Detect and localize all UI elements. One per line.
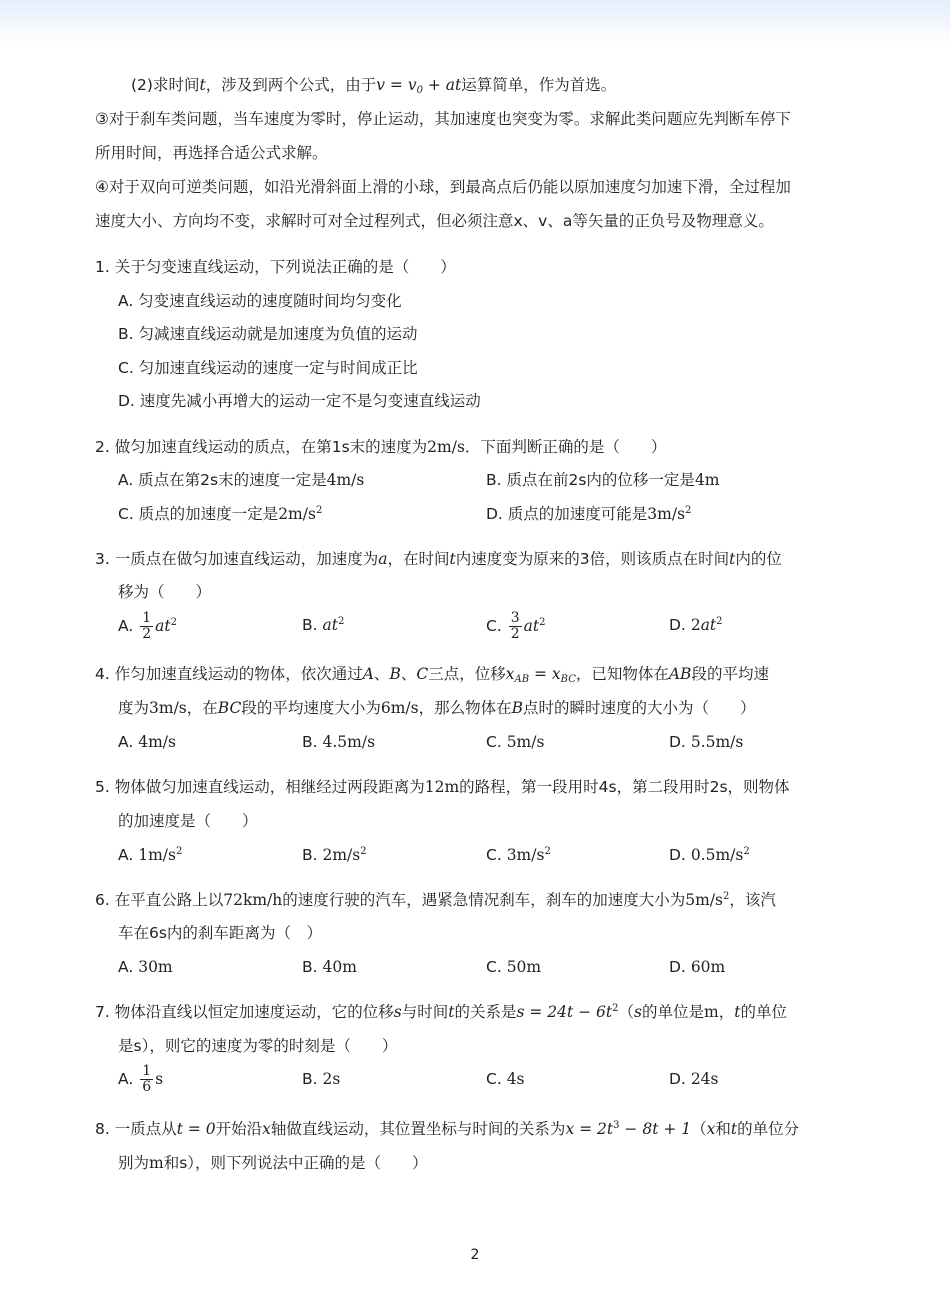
question-4-stem-line-1: 4. 作匀加速直线运动的物体，依次通过A、B、C三点，位移$x_{AB} = x_{BC}$，已知物体在AB段的平均速	[95, 665, 769, 685]
question-2-option-a: A. 质点在第2s末的速度一定是4m/s	[118, 471, 365, 489]
question-3-stem-line-2: 移为（ ）	[118, 583, 212, 601]
question-5-stem-line-2: 的加速度是（ ）	[118, 812, 258, 830]
intro-formula: $v = v_0$ + at	[376, 76, 462, 96]
question-6-option-d: D. 60m	[669, 958, 726, 976]
question-2-stem: 2. 做匀加速直线运动的质点，在第1s末的速度为2m/s．下面判断正确的是（ ）	[95, 438, 667, 456]
question-1-option-c: C. 匀加速直线运动的速度一定与时间成正比	[118, 359, 418, 377]
intro-var: t	[199, 76, 206, 94]
question-3-option-a: A. $\frac{1}{2}$ $at^2$	[118, 610, 177, 642]
question-7-option-a: A. $\frac{1}{6}$ s	[118, 1063, 164, 1095]
question-8-stem-line-2: 别为m和s），则下列说法中正确的是（ ）	[118, 1154, 428, 1172]
question-7-stem-line-1: 7. 物体沿直线以恒定加速度运动，它的位移s与时间t的关系是$s = 24t - 6t^2(s$的单位是m，t的单位	[95, 1003, 787, 1021]
question-6-stem-line-1: 6. 在平直公路上以72km/h的速度行驶的汽车，遇紧急情况刹车，刹车的加速度大小为$5m/s^2$，该汽	[95, 891, 776, 909]
question-7-option-d: D. 24s	[669, 1070, 719, 1088]
question-2-option-d: D. 质点的加速度可能是$3m/s^2$	[486, 505, 692, 523]
question-7-option-c: C. 4s	[486, 1070, 525, 1088]
question-5-option-d: D. $0.5m/s^2$	[669, 846, 750, 864]
intro-line-4: ④对于双向可逆类问题，如沿光滑斜面上滑的小球，到最高点后仍能以原加速度匀加速下滑，全过程加	[95, 178, 791, 196]
question-1-option-a: A. 匀变速直线运动的速度随时间均匀变化	[118, 292, 402, 310]
question-2-option-b: B. 质点在前2s内的位移一定是4m	[486, 471, 720, 489]
question-1-stem: 1. 关于匀变速直线运动，下列说法正确的是（ ）	[95, 258, 456, 276]
intro-text: 运算简单，作为首选。	[461, 76, 617, 94]
question-4-stem-line-2: 度为3m/s，在BC段的平均速度大小为6m/s，那么物体在B点时的瞬时速度的大小为（ ）	[118, 699, 756, 717]
intro-line-1	[131, 74, 616, 96]
intro-line-5: 速度大小、方向均不变，求解时可对全过程列式，但必须注意x、v、a等矢量的正负号及物理意义。	[95, 212, 774, 230]
question-5-option-a: A. $1m/s^2$	[118, 846, 183, 864]
question-6-option-b: B. 40m	[302, 958, 357, 976]
question-1-option-d: D. 速度先减小再增大的运动一定不是匀变速直线运动	[118, 392, 481, 410]
question-6-option-a: A. 30m	[118, 958, 173, 976]
question-7-stem-line-2: 是s），则它的速度为零的时刻是（ ）	[118, 1037, 398, 1055]
question-7-option-b: B. 2s	[302, 1070, 341, 1088]
intro-line-3: 所用时间，再选择合适公式求解。	[95, 144, 328, 162]
page-number: 2	[470, 1247, 480, 1263]
question-3-option-c: C. $\frac{3}{2}$ $at^2$	[486, 610, 546, 642]
question-6-option-c: C. 50m	[486, 958, 542, 976]
question-4-option-c: C. 5m/s	[486, 733, 545, 751]
question-1-option-b: B. 匀减速直线运动就是加速度为负值的运动	[118, 325, 418, 343]
question-4-option-a: A. 4m/s	[118, 733, 176, 751]
question-4-option-b: B. 4.5m/s	[302, 733, 376, 751]
question-3-option-d: D. $2at^2$	[669, 616, 723, 634]
intro-line-2: ③对于刹车类问题，当车速度为零时，停止运动，其加速度也突变为零。求解此类问题应先判断车停下	[95, 110, 791, 128]
question-3-stem-line-1: 3. 一质点在做匀加速直线运动，加速度为a，在时间t内速度变为原来的3倍，则该质点在时间t内的位	[95, 550, 782, 568]
question-8-stem-line-1: 8. 一质点从t = 0开始沿x轴做直线运动，其位置坐标与时间的关系为$x = 2t^3 - 8t + 1(x$和t的单位分	[95, 1120, 800, 1138]
question-5-stem-line-1: 5. 物体做匀加速直线运动，相继经过两段距离为12m的路程，第一段用时4s，第二段用时2s，则物体	[95, 778, 790, 796]
question-2-option-c: C. 质点的加速度一定是$2m/s^2$	[118, 505, 323, 523]
question-5-option-b: B. $2m/s^2$	[302, 846, 367, 864]
question-6-stem-line-2: 车在6s内的刹车距离为（ ）	[118, 924, 322, 942]
intro-text: ，涉及到两个公式，由于	[205, 76, 377, 94]
question-3-option-b: B. $at^2$	[302, 616, 345, 634]
question-5-option-c: C. $3m/s^2$	[486, 846, 551, 864]
question-4-option-d: D. 5.5m/s	[669, 733, 744, 751]
intro-text: (2)求时间	[131, 76, 200, 94]
